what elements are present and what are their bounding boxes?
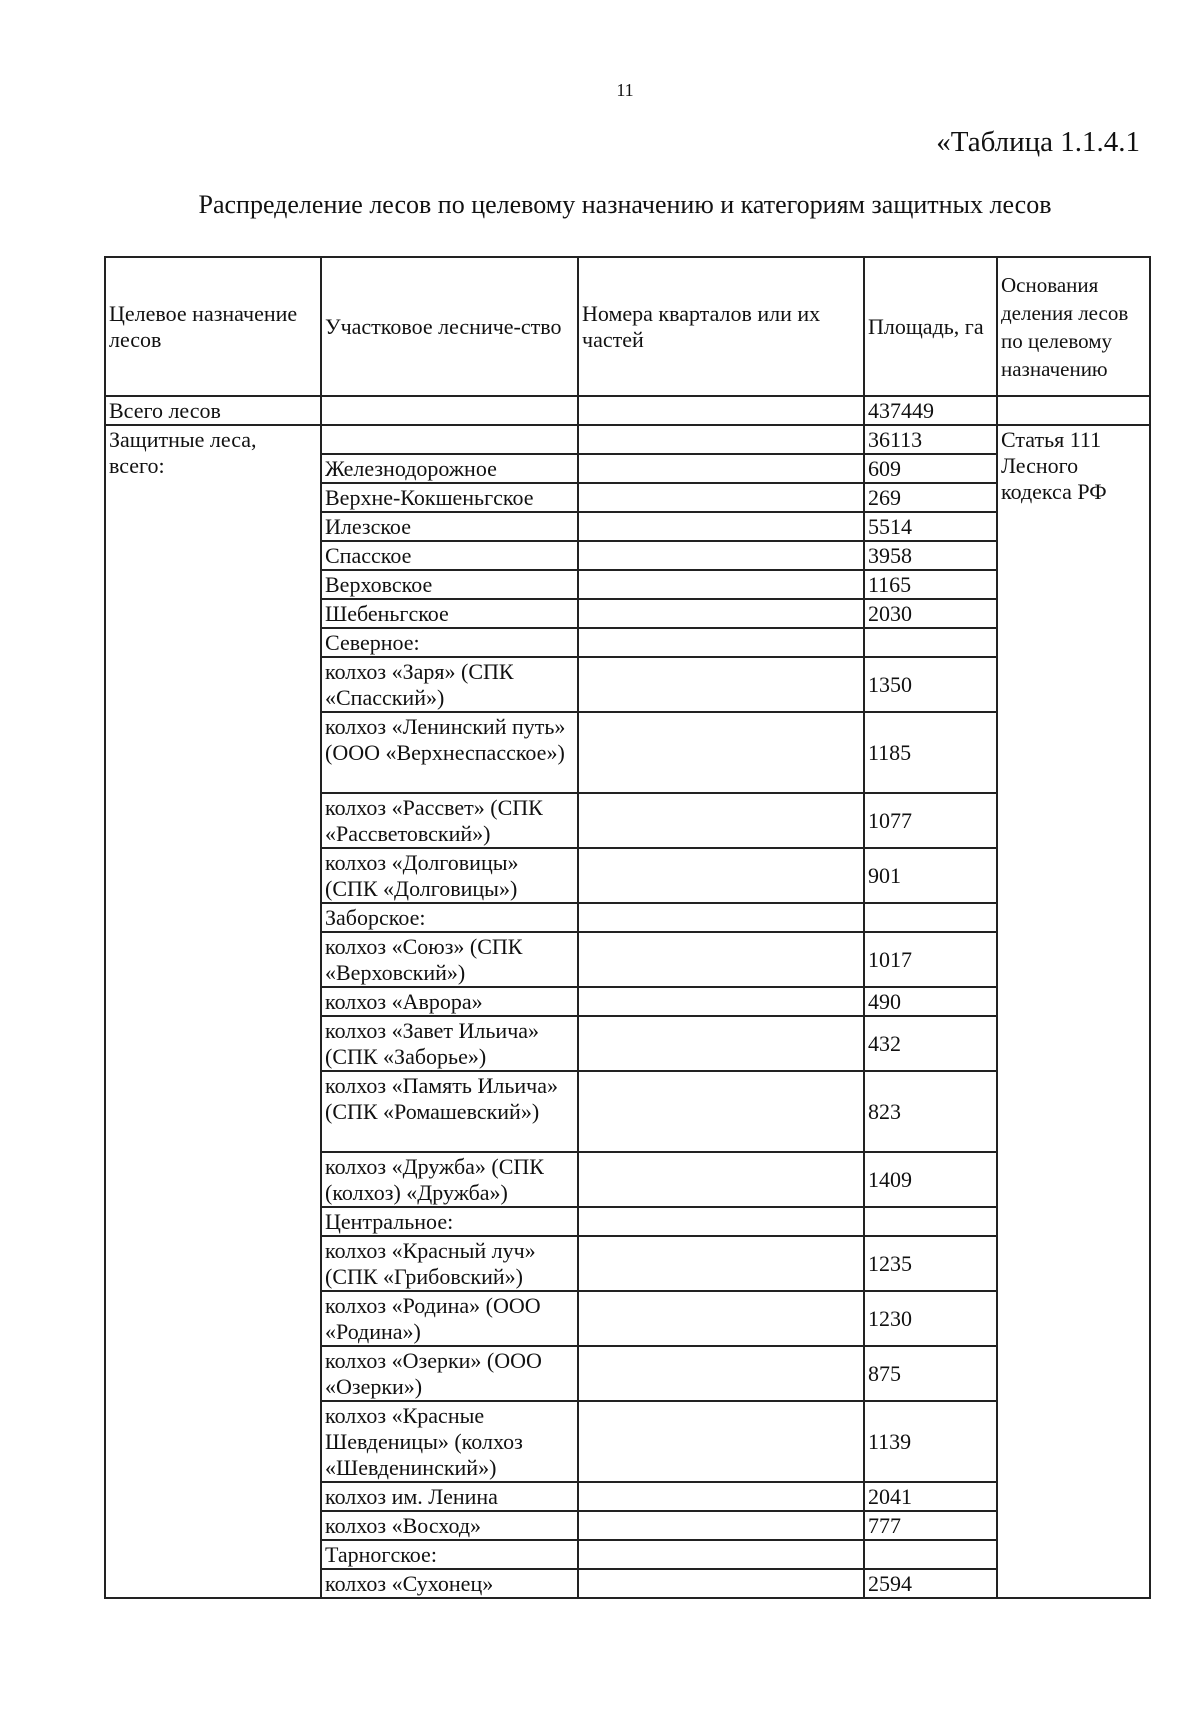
- cell-quarters: [578, 1511, 864, 1540]
- cell-area: 437449: [864, 396, 997, 425]
- cell-area: 2594: [864, 1569, 997, 1598]
- cell-quarters: [578, 848, 864, 903]
- cell-area: 1235: [864, 1236, 997, 1291]
- cell-district: колхоз «Память Ильича» (СПК «Ромашевский»): [321, 1071, 578, 1152]
- cell-quarters: [578, 628, 864, 657]
- cell-quarters: [578, 454, 864, 483]
- cell-district: Илезское: [321, 512, 578, 541]
- table-body: [105, 396, 1150, 1598]
- cell-area: 1230: [864, 1291, 997, 1346]
- cell-quarters: [578, 1569, 864, 1598]
- cell-quarters: [578, 657, 864, 712]
- cell-quarters: [578, 425, 864, 454]
- cell-area: 901: [864, 848, 997, 903]
- cell-district: Спасское: [321, 541, 578, 570]
- header-district: Участковое лесниче-ство: [321, 257, 578, 396]
- cell-district: колхоз «Долговицы» (СПК «Долговицы»): [321, 848, 578, 903]
- cell-quarters: [578, 599, 864, 628]
- cell-district: колхоз «Восход»: [321, 1511, 578, 1540]
- cell-quarters: [578, 1401, 864, 1482]
- cell-area: [864, 1540, 997, 1569]
- cell-basis: [997, 396, 1150, 425]
- cell-district: Шебеньгское: [321, 599, 578, 628]
- cell-district: Заборское:: [321, 903, 578, 932]
- cell-district: [321, 396, 578, 425]
- cell-district: колхоз «Сухонец»: [321, 1569, 578, 1598]
- table-header-row: [105, 257, 1150, 396]
- cell-area: 1409: [864, 1152, 997, 1207]
- cell-district: колхоз «Дружба» (СПК (колхоз) «Дружба»): [321, 1152, 578, 1207]
- cell-area: [864, 903, 997, 932]
- cell-district: колхоз «Завет Ильича» (СПК «Заборье»): [321, 1016, 578, 1071]
- cell-quarters: [578, 903, 864, 932]
- cell-quarters: [578, 1152, 864, 1207]
- cell-district: колхоз «Союз» (СПК «Верховский»): [321, 932, 578, 987]
- table-row-total: [105, 396, 1150, 425]
- cell-area: 269: [864, 483, 997, 512]
- cell-area: 1017: [864, 932, 997, 987]
- cell-quarters: [578, 932, 864, 987]
- cell-area: [864, 628, 997, 657]
- cell-quarters: [578, 1482, 864, 1511]
- cell-quarters: [578, 712, 864, 793]
- cell-area: 1185: [864, 712, 997, 793]
- header-area: Площадь, га: [864, 257, 997, 396]
- cell-district: колхоз «Красные Шевденицы» (колхоз «Шевденинский»): [321, 1401, 578, 1482]
- cell-area: 1350: [864, 657, 997, 712]
- header-quarters: Номера кварталов или их частей: [578, 257, 864, 396]
- cell-quarters: [578, 1540, 864, 1569]
- cell-district: колхоз «Родина» (ООО «Родина»): [321, 1291, 578, 1346]
- cell-quarters: [578, 1071, 864, 1152]
- cell-quarters: [578, 1207, 864, 1236]
- cell-basis-protective: Статья 111 Лесного кодекса РФ: [997, 425, 1150, 1598]
- table-label: «Таблица 1.1.4.1: [936, 126, 1140, 158]
- cell-district: колхоз «Озерки» (ООО «Озерки»): [321, 1346, 578, 1401]
- cell-area: 1165: [864, 570, 997, 599]
- cell-district: Верхне-Кокшеньгское: [321, 483, 578, 512]
- cell-area: 5514: [864, 512, 997, 541]
- cell-district: колхоз «Рассвет» (СПК «Рассветовский»): [321, 793, 578, 848]
- cell-area: 432: [864, 1016, 997, 1071]
- header-basis: Основания деления лесов по целевому назначению: [997, 257, 1150, 396]
- cell-area: 36113: [864, 425, 997, 454]
- cell-quarters: [578, 570, 864, 599]
- cell-district: Верховское: [321, 570, 578, 599]
- document-title: Распределение лесов по целевому назначению и категориям защитных лесов: [198, 190, 1052, 219]
- cell-area: 1077: [864, 793, 997, 848]
- cell-area: 1139: [864, 1401, 997, 1482]
- cell-purpose: Всего лесов: [105, 396, 321, 425]
- cell-quarters: [578, 1016, 864, 1071]
- cell-district: колхоз «Красный луч» (СПК «Грибовский»): [321, 1236, 578, 1291]
- cell-quarters: [578, 541, 864, 570]
- cell-purpose-protective: Защитные леса, всего:: [105, 425, 321, 1598]
- cell-area: 609: [864, 454, 997, 483]
- cell-district: колхоз им. Ленина: [321, 1482, 578, 1511]
- cell-area: 875: [864, 1346, 997, 1401]
- cell-quarters: [578, 396, 864, 425]
- cell-area: 777: [864, 1511, 997, 1540]
- cell-quarters: [578, 987, 864, 1016]
- cell-quarters: [578, 1291, 864, 1346]
- cell-quarters: [578, 1346, 864, 1401]
- cell-quarters: [578, 1236, 864, 1291]
- cell-district: колхоз «Аврора»: [321, 987, 578, 1016]
- cell-area: 2041: [864, 1482, 997, 1511]
- cell-area: [864, 1207, 997, 1236]
- cell-district: колхоз «Заря» (СПК «Спасский»): [321, 657, 578, 712]
- cell-area: 490: [864, 987, 997, 1016]
- cell-area: 3958: [864, 541, 997, 570]
- cell-area: 2030: [864, 599, 997, 628]
- cell-district: Центральное:: [321, 1207, 578, 1236]
- cell-quarters: [578, 793, 864, 848]
- cell-district: колхоз «Ленинский путь» (ООО «Верхнеспасское»): [321, 712, 578, 793]
- forest-distribution-table: [104, 256, 1151, 1599]
- header-purpose: Целевое назначение лесов: [105, 257, 321, 396]
- cell-district: Северное:: [321, 628, 578, 657]
- cell-quarters: [578, 512, 864, 541]
- cell-district: Железнодорожное: [321, 454, 578, 483]
- table-row: [105, 425, 1150, 454]
- page-number: 11: [616, 80, 634, 100]
- cell-quarters: [578, 483, 864, 512]
- cell-area: 823: [864, 1071, 997, 1152]
- cell-district: [321, 425, 578, 454]
- cell-district: Тарногское:: [321, 1540, 578, 1569]
